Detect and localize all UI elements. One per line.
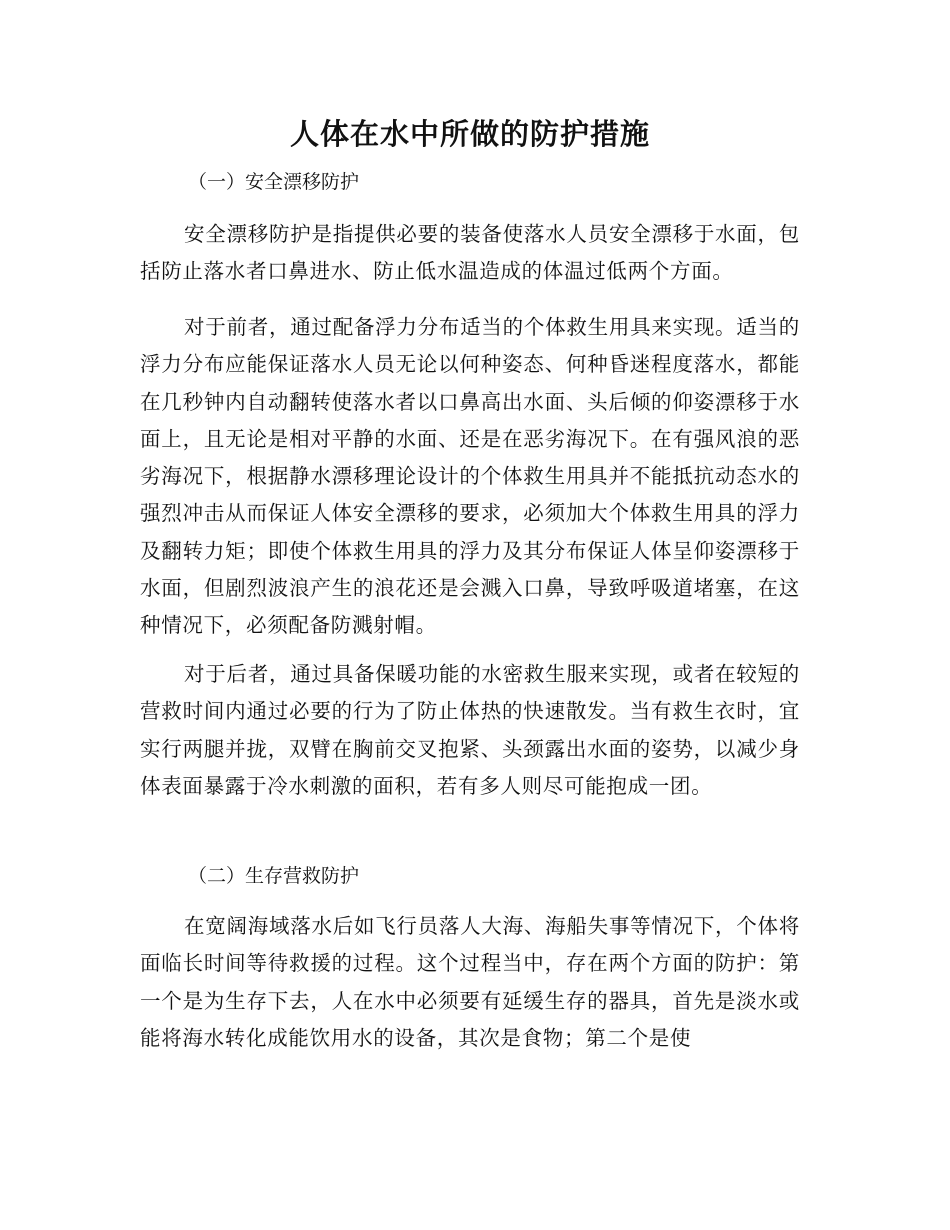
paragraph-survival-rescue: 在宽阔海域落水后如飞行员落人大海、海船失事等情况下，个体将面临长时间等待救援的过程。这个过程当中，存在两个方面的防护：第一个是为生存下去，人在水中必须要有延缓生存的器具，首先是淡水或能将海水转化成能饮用水的设备，其次是食物；第二个是使 xyxy=(140,914,800,1050)
section-heading-safe-drift: （一）安全漂移防护 xyxy=(188,171,360,193)
section-heading-survival-rescue: （二）生存营救防护 xyxy=(188,865,360,887)
paragraph-safe-drift-intro: 安全漂移防护是指提供必要的装备使落水人员安全漂移于水面，包括防止落水者口鼻进水、防止低水温造成的体温过低两个方面。 xyxy=(140,222,800,284)
document-title: 人体在水中所做的防护措施 xyxy=(289,117,650,151)
paragraph-flotation: 对于前者，通过配备浮力分布适当的个体救生用具来实现。适当的浮力分布应能保证落水人员无论以何种姿态、何种昏迷程度落水，都能在几秒钟内自动翻转使落水者以口鼻高出水面、头后倾的仰姿漂移于水面上，且无论是相对平静的水面、还是在恶劣海况下。在有强风浪的恶劣海况下，根据静水漂移理论设计的个体救生用具并不能抵抗动态水的强烈冲击从而保证人体安全漂移的要求，必须加大个体救生用具的浮力及翻转力矩；即使个体救生用具的浮力及其分布保证人体呈仰姿漂移于水面，但剧烈波浪产生的浪花还是会溅入口鼻，导致呼吸道堵塞，在这种情况下，必须配备防溅射帽。 xyxy=(140,315,800,638)
paragraph-thermal-protection: 对于后者，通过具备保暖功能的水密救生服来实现，或者在较短的营救时间内通过必要的行为了防止体热的快速散发。当有救生衣时，宜实行两腿并拢，双臂在胸前交叉抱紧、头颈露出水面的姿势，以减少身体表面暴露于冷水刺激的面积，若有多人则尽可能抱成一团。 xyxy=(140,662,800,798)
